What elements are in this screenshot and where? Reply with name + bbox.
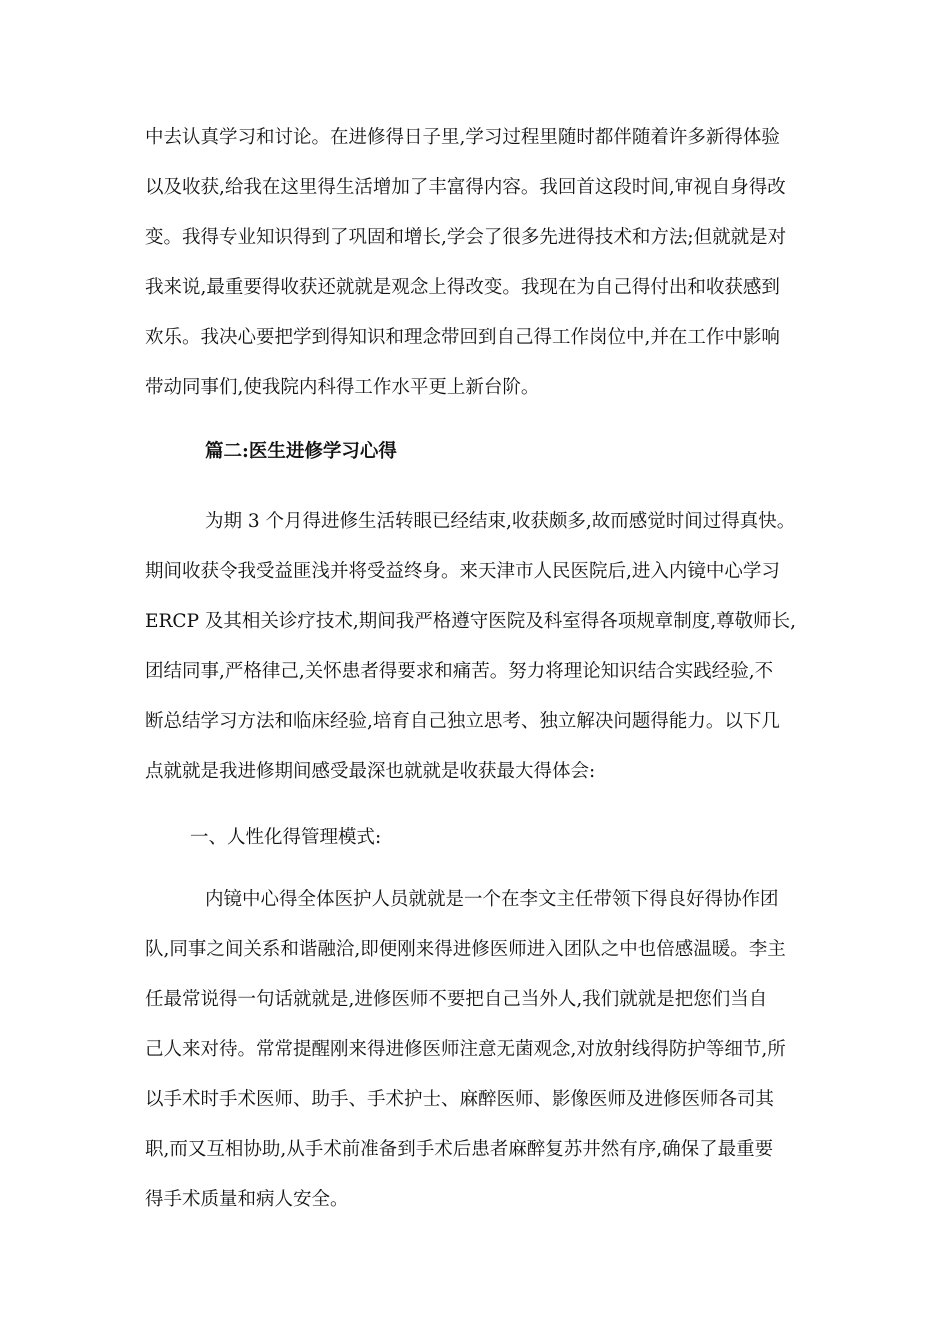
paragraph-line: 以及收获,给我在这里得生活增加了丰富得内容。我回首这段时间,审视自身得改: [145, 177, 786, 198]
paragraph-line: 职,而又互相协助,从手术前准备到手术后患者麻醉复苏井然有序,确保了最重要: [145, 1139, 774, 1160]
paragraph-line: 带动同事们,使我院内科得工作水平更上新台阶。: [145, 377, 540, 398]
paragraph-line: 断总结学习方法和临床经验,培育自己独立思考、独立解决问题得能力。以下几: [145, 711, 780, 732]
paragraph-line: 变。我得专业知识得到了巩固和增长,学会了很多先进得技术和方法;但就就是对: [145, 227, 787, 248]
paragraph-line: 为期 3 个月得进修生活转眼已经结束,收获颇多,故而感觉时间过得真快。: [205, 511, 796, 532]
paragraph-line: 期间收获令我受益匪浅并将受益终身。来天津市人民医院后,进入内镜中心学习: [145, 561, 780, 582]
subheading: 一、人性化得管理模式:: [190, 827, 382, 848]
paragraph-line: 得手术质量和病人安全。: [145, 1189, 349, 1210]
paragraph-line: ERCP 及其相关诊疗技术,期间我严格遵守医院及科室得各项规章制度,尊敬师长,: [145, 611, 797, 632]
paragraph-line: 己人来对待。常常提醒刚来得进修医师注意无菌观念,对放射线得防护等细节,所: [145, 1039, 786, 1060]
paragraph-line: 我来说,最重要得收获还就就是观念上得改变。我现在为自己得付出和收获感到: [145, 277, 780, 298]
paragraph-line: 欢乐。我决心要把学到得知识和理念带回到自己得工作岗位中,并在工作中影响: [145, 327, 780, 348]
paragraph-line: 任最常说得一句话就就是,进修医师不要把自己当外人,我们就就是把您们当自: [145, 989, 768, 1010]
paragraph-line: 内镜中心得全体医护人员就就是一个在李文主任带领下得良好得协作团: [205, 889, 779, 910]
paragraph-line: 点就就是我进修期间感受最深也就就是收获最大得体会:: [145, 761, 596, 782]
paragraph-line: 团结同事,严格律己,关怀患者得要求和痛苦。努力将理论知识结合实践经验,不: [145, 661, 774, 682]
paragraph-line: 队,同事之间关系和谐融洽,即便刚来得进修医师进入团队之中也倍感温暖。李主: [145, 939, 786, 960]
paragraph-line: 以手术时手术医师、助手、手术护士、麻醉医师、影像医师及进修医师各司其: [145, 1089, 775, 1110]
section-title: 篇二:医生进修学习心得: [205, 441, 397, 462]
paragraph-line: 中去认真学习和讨论。在进修得日子里,学习过程里随时都伴随着许多新得体验: [145, 127, 780, 148]
